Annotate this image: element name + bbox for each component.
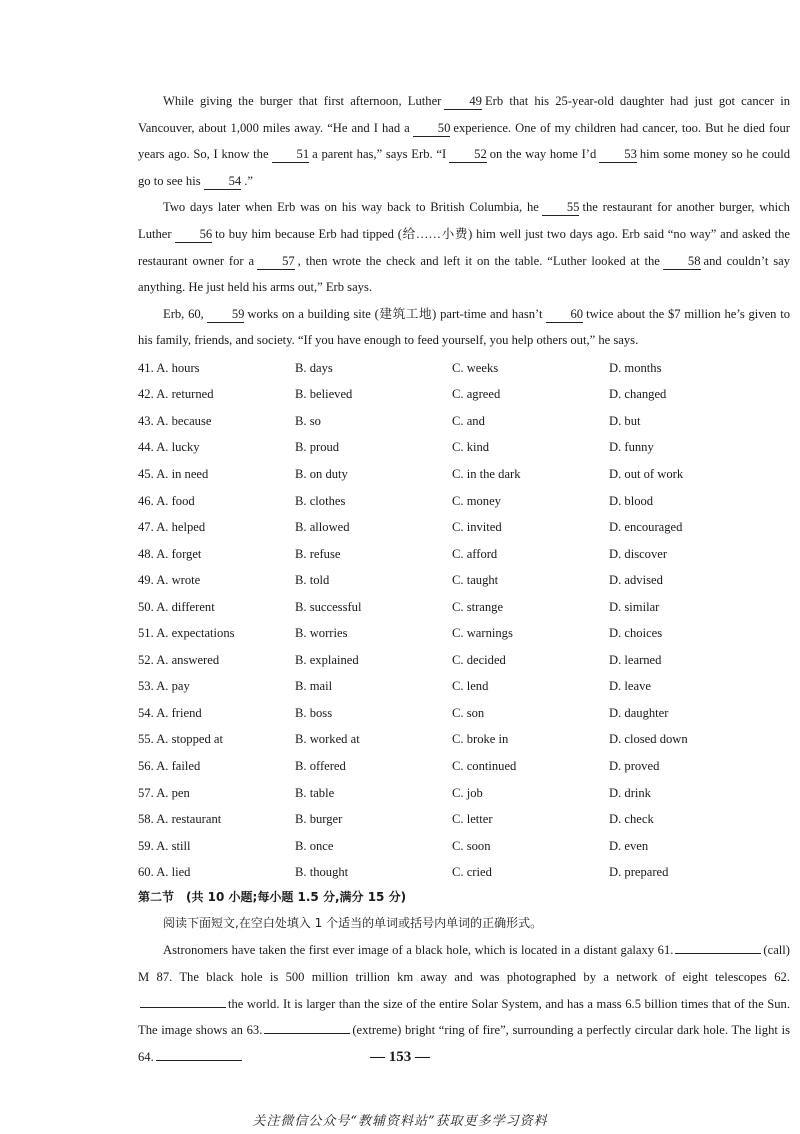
- option-a: 58. A. restaurant: [138, 812, 222, 827]
- option-c: C. afford: [452, 546, 498, 561]
- option-row: [138, 567, 790, 594]
- blank-51: 51: [272, 146, 310, 163]
- option-d: D. choices: [609, 626, 663, 641]
- option-a: 50. A. different: [138, 599, 215, 614]
- section-title: 第二节 (共 10 小题;每小题 1.5 分,满分 15 分): [138, 890, 407, 904]
- option-d: D. out of work: [609, 466, 684, 481]
- option-a: 44. A. lucky: [138, 440, 200, 455]
- option-b: B. burger: [295, 812, 343, 827]
- option-c: C. taught: [452, 573, 499, 588]
- option-b: B. on duty: [295, 466, 348, 481]
- option-a: 41. A. hours: [138, 360, 200, 375]
- option-c: C. strange: [452, 599, 504, 614]
- option-d: D. but: [609, 413, 641, 428]
- option-a: 46. A. food: [138, 493, 195, 508]
- option-b: B. refuse: [295, 546, 341, 561]
- option-c: C. agreed: [452, 387, 501, 402]
- paragraph-1: While giving the burger that first afternoon, Luther 49 Erb that his 25-year-old daughter had just got cancer in Vancouver, about 1,000 miles away. “He and I had a 50 experience. One of my children had cancer, too. But he died four years ago. So, I know the 51 a parent has,” says Erb. “I 52 on the way home I’d 53 him some money so he could go to see his 54 .”: [138, 94, 791, 188]
- blank-56: 56: [175, 226, 213, 243]
- option-row: [138, 355, 790, 382]
- option-a: 51. A. expectations: [138, 626, 235, 641]
- option-a: 59. A. still: [138, 838, 191, 853]
- option-row: [138, 753, 790, 780]
- option-row: [138, 435, 790, 462]
- option-c: C. cried: [452, 865, 492, 880]
- blank-53: 53: [599, 146, 637, 163]
- blank-63: [264, 1021, 350, 1034]
- blank-62: [140, 995, 226, 1008]
- blank-50: 50: [413, 120, 451, 137]
- option-b: B. allowed: [295, 520, 350, 535]
- option-d: D. closed down: [609, 732, 688, 747]
- option-d: D. leave: [609, 679, 651, 694]
- option-c: C. soon: [452, 838, 491, 853]
- blank-57: 57: [257, 253, 295, 270]
- option-a: 55. A. stopped at: [138, 732, 224, 747]
- option-c: C. letter: [452, 812, 493, 827]
- option-d: D. prepared: [609, 865, 669, 880]
- option-b: B. worries: [295, 626, 348, 641]
- option-b: B. once: [295, 838, 334, 853]
- option-a: 47. A. helped: [138, 520, 206, 535]
- paragraph-4: Astronomers have taken the first ever image of a black hole, which is located in a distant galaxy 61. (call) M 87. The black hole is 500 million trillion km away and was photographed by a network of eight telescopes 62.the world. It is larger than the size of the entire Solar System, and has a mass 6.5 billion times that of the Sun. The image shows an 63. (extreme) bright “ring of fire”, surrounding a perfectly circular dark hole. The light is 64.: [138, 943, 790, 1065]
- blank-52: 52: [449, 146, 487, 163]
- option-d: D. similar: [609, 599, 660, 614]
- option-d: D. even: [609, 838, 649, 853]
- option-c: C. in the dark: [452, 466, 521, 481]
- option-c: C. weeks: [452, 360, 499, 375]
- option-row: [138, 594, 790, 621]
- option-d: D. learned: [609, 652, 662, 667]
- blank-49: 49: [444, 93, 482, 110]
- option-row: [138, 806, 790, 833]
- option-a: 52. A. answered: [138, 652, 220, 667]
- paragraph-2: Two days later when Erb was on his way back to British Columbia, he 55 the restaurant for another burger, which Luther 56 to buy him because Erb had tipped (给……小费) him well just two days ago. Erb said “no way” and asked the restaurant owner for a 57 , then wrote the check and left it on the table. “Luther looked at the 58 and couldn’t say anything. He just held his arms out,” Erb says.: [138, 200, 790, 295]
- option-d: D. advised: [609, 573, 663, 588]
- option-c: C. job: [452, 785, 483, 800]
- page-number: — 153 —: [370, 1049, 430, 1065]
- blank-58: 58: [663, 253, 701, 270]
- option-row: [138, 780, 790, 807]
- option-row: [138, 833, 790, 860]
- option-row: [138, 859, 790, 886]
- option-d: D. funny: [609, 440, 654, 455]
- option-a: 60. A. lied: [138, 865, 191, 880]
- option-a: 43. A. because: [138, 413, 212, 428]
- option-a: 49. A. wrote: [138, 573, 201, 588]
- option-d: D. discover: [609, 546, 668, 561]
- option-row: [138, 514, 790, 541]
- option-d: D. proved: [609, 758, 660, 773]
- option-b: B. worked at: [295, 732, 360, 747]
- option-b: B. told: [295, 573, 330, 588]
- option-b: B. table: [295, 785, 335, 800]
- option-b: B. days: [295, 360, 333, 375]
- option-c: C. warnings: [452, 626, 513, 641]
- option-c: C. son: [452, 705, 485, 720]
- answer-options: [138, 355, 790, 886]
- option-c: C. broke in: [452, 732, 509, 747]
- option-a: 42. A. returned: [138, 387, 214, 402]
- option-d: D. drink: [609, 785, 651, 800]
- option-row: [138, 700, 790, 727]
- option-d: D. daughter: [609, 705, 669, 720]
- option-a: 53. A. pay: [138, 679, 190, 694]
- option-row: [138, 408, 790, 435]
- blank-61: [675, 941, 761, 954]
- option-c: C. invited: [452, 520, 502, 535]
- option-c: C. continued: [452, 758, 517, 773]
- option-a: 54. A. friend: [138, 705, 202, 720]
- option-row: [138, 674, 790, 701]
- option-a: 48. A. forget: [138, 546, 202, 561]
- option-d: D. months: [609, 360, 662, 375]
- option-b: B. offered: [295, 758, 346, 773]
- option-b: B. believed: [295, 387, 353, 402]
- option-b: B. boss: [295, 705, 333, 720]
- option-d: D. check: [609, 812, 654, 827]
- option-c: C. lend: [452, 679, 489, 694]
- option-b: B. thought: [295, 865, 349, 880]
- option-a: 56. A. failed: [138, 758, 201, 773]
- option-c: C. decided: [452, 652, 506, 667]
- option-row: [138, 461, 790, 488]
- option-d: D. changed: [609, 387, 667, 402]
- option-b: B. proud: [295, 440, 340, 455]
- blank-59: 59: [207, 306, 245, 323]
- option-row: [138, 382, 790, 409]
- option-d: D. blood: [609, 493, 654, 508]
- option-c: C. and: [452, 413, 485, 428]
- option-b: B. explained: [295, 652, 359, 667]
- option-row: [138, 488, 790, 515]
- blank-55: 55: [542, 199, 580, 216]
- option-b: B. so: [295, 413, 321, 428]
- option-b: B. mail: [295, 679, 333, 694]
- section-instruction: 阅读下面短文,在空白处填入 1 个适当的单词或括号内单词的正确形式。: [163, 916, 543, 930]
- option-c: C. money: [452, 493, 501, 508]
- blank-60: 60: [546, 306, 584, 323]
- paragraph-3: Erb, 60, 59 works on a building site (建筑工地) part-time and hasn’t 60 twice about the $7 million he’s given to his family, friends, and society. “If you have enough to feed yourself, you help others out,” he says.: [138, 306, 791, 348]
- option-a: 45. A. in need: [138, 466, 209, 481]
- option-row: [138, 620, 790, 647]
- blank-54: 54: [204, 173, 242, 190]
- option-d: D. encouraged: [609, 520, 683, 535]
- option-b: B. successful: [295, 599, 362, 614]
- option-c: C. kind: [452, 440, 490, 455]
- option-a: 57. A. pen: [138, 785, 190, 800]
- cloze-passage: [138, 88, 790, 354]
- option-b: B. clothes: [295, 493, 346, 508]
- option-row: [138, 541, 790, 568]
- option-row: [138, 647, 790, 674]
- footer-watermark: 关注微信公众号“教辅资料站”获取更多学习资料: [252, 1114, 548, 1129]
- option-row: [138, 727, 790, 754]
